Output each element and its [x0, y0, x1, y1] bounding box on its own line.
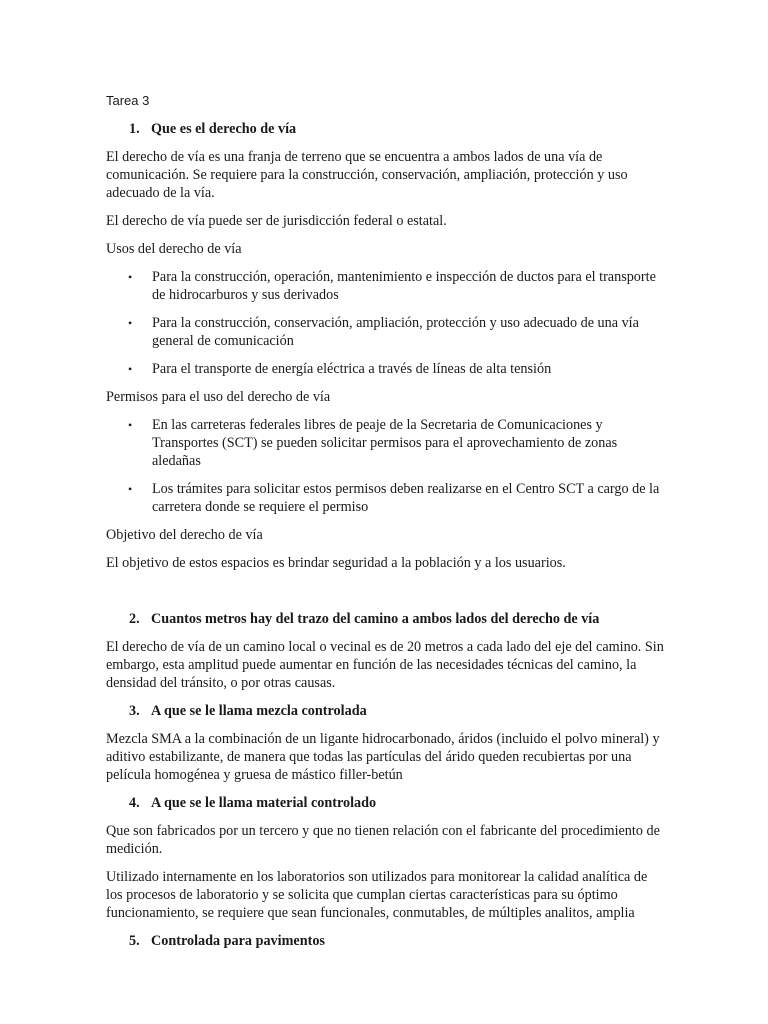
blank-line [106, 582, 666, 610]
objetivo-label: Objetivo del derecho de vía [106, 527, 263, 543]
section-4-number: 4. [129, 795, 140, 811]
section-5-heading [106, 932, 666, 950]
list-item [106, 268, 666, 304]
section-2-paragraph-1: El derecho de vía de un camino local o vecinal es de 20 metros a cada lado del eje del camino. Sin embargo, esta amplitud puede aumentar en función de las necesidades técnicas del camino, la densidad del tránsito, o por otras causas. [106, 639, 664, 691]
section-3-heading [106, 702, 666, 720]
list-item [106, 360, 666, 378]
document-title: Tarea 3 [106, 93, 150, 108]
list-item-text: Los trámites para solicitar estos permisos deben realizarse en el Centro SCT a cargo de la carretera donde se requiere el permiso [152, 481, 660, 515]
section-2-heading [106, 610, 666, 628]
usos-list [106, 268, 666, 378]
list-item-text: Para la construcción, operación, mantenimiento e inspección de ductos para el transporte de hidrocarburos y sus derivados [152, 269, 656, 303]
list-item-text: En las carreteras federales libres de peaje de la Secretaria de Comunicaciones y Transportes (SCT) se pueden solicitar permisos para el aprovechamiento de zonas aledañas [152, 417, 618, 469]
section-1-heading [106, 120, 666, 138]
bullet-icon [106, 480, 152, 516]
section-2-number: 2. [129, 611, 140, 627]
permisos-list [106, 416, 666, 516]
section-4-paragraph-2: Utilizado internamente en los laboratorios son utilizados para monitorear la calidad analítica de los procesos de laboratorio y se solicita que cumplan ciertas características para su óptimo funcionamiento, se requiere que sean funcionales, conmutables, de múltiples analitos, amplia [106, 869, 648, 921]
section-1-paragraph-1: El derecho de vía es una franja de terreno que se encuentra a ambos lados de una vía de comunicación. Se requiere para la construcción, conservación, ampliación, protección y uso adecuado de la vía. [106, 149, 628, 201]
bullet-icon [106, 416, 152, 470]
permisos-label: Permisos para el uso del derecho de vía [106, 389, 331, 405]
list-item [106, 480, 666, 516]
section-4-heading [106, 794, 666, 812]
bullet-icon [106, 360, 152, 378]
document-body [106, 92, 666, 960]
section-3-paragraph-1: Mezcla SMA a la combinación de un ligante hidrocarbonado, áridos (incluido el polvo mineral) y aditivo estabilizante, de manera que todas las partículas del árido queden recubiertas por una película homogénea y gruesa de mástico filler-betún [106, 731, 660, 783]
section-3-title: A que se le llama mezcla controlada [151, 703, 367, 719]
section-3-number: 3. [129, 703, 140, 719]
list-item-text: Para la construcción, conservación, ampliación, protección y uso adecuado de una vía general de comunicación [152, 315, 639, 349]
bullet-icon [106, 314, 152, 350]
list-item-text: Para el transporte de energía eléctrica a través de líneas de alta tensión [152, 361, 552, 377]
section-1-paragraph-2: El derecho de vía puede ser de jurisdicción federal o estatal. [106, 213, 447, 229]
bullet-icon [106, 268, 152, 304]
section-2-title: Cuantos metros hay del trazo del camino a ambos lados del derecho de vía [151, 611, 600, 627]
section-1-number: 1. [129, 121, 140, 137]
section-4-title: A que se le llama material controlado [151, 795, 377, 811]
section-1-title: Que es el derecho de vía [151, 121, 297, 137]
section-5-number: 5. [129, 933, 140, 949]
objetivo-paragraph: El objetivo de estos espacios es brindar seguridad a la población y a los usuarios. [106, 555, 566, 571]
section-4-paragraph-1: Que son fabricados por un tercero y que no tienen relación con el fabricante del procedimiento de medición. [106, 823, 660, 857]
list-item [106, 314, 666, 350]
list-item [106, 416, 666, 470]
section-5-title: Controlada para pavimentos [151, 933, 325, 949]
usos-label: Usos del derecho de vía [106, 241, 242, 257]
